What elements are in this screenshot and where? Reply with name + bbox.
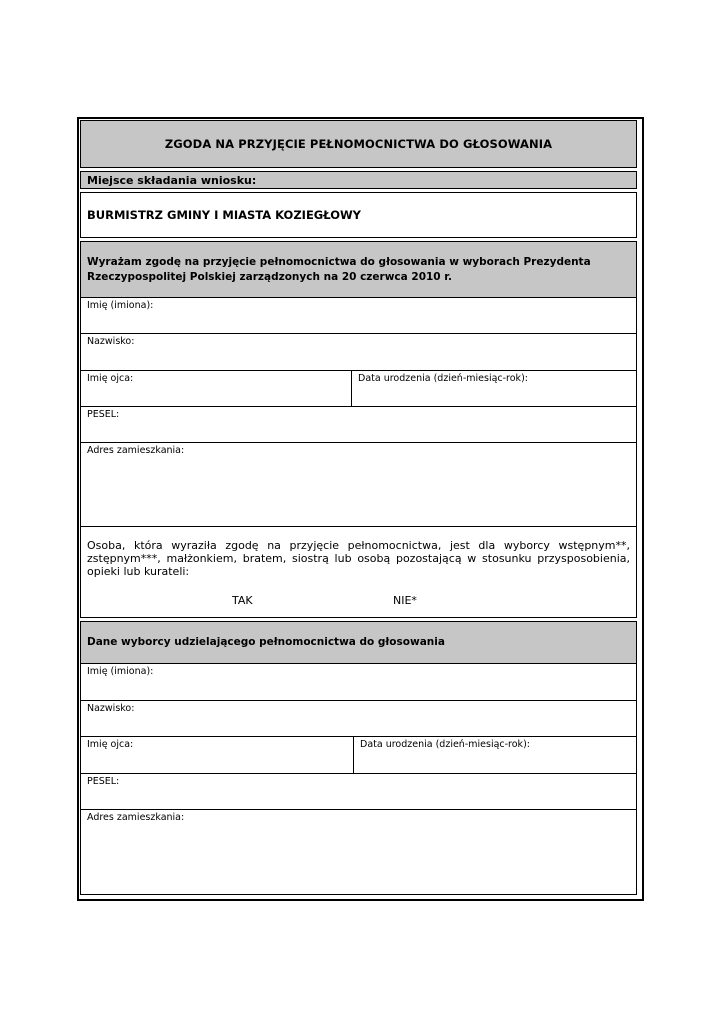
voter-address-field[interactable] bbox=[81, 810, 636, 893]
proxy-father-name-label: Imię ojca: bbox=[87, 373, 134, 384]
voter-pesel-label: PESEL: bbox=[87, 776, 120, 787]
proxy-pesel-label: PESEL: bbox=[87, 409, 120, 420]
proxy-father-birth-row bbox=[81, 371, 636, 407]
voter-birth-date-label: Data urodzenia (dzień-miesiąc-rok): bbox=[360, 739, 530, 750]
voter-heading bbox=[81, 622, 636, 664]
voter-first-name-label: Imię (imiona): bbox=[87, 666, 154, 677]
voter-father-name-label: Imię ojca: bbox=[87, 739, 134, 750]
voter-father-name-field[interactable] bbox=[81, 737, 352, 774]
voter-birth-date-field[interactable] bbox=[354, 737, 636, 774]
voter-heading-text: Dane wyborcy udzielającego pełnomocnictwa do głosowania bbox=[87, 636, 445, 648]
proxy-birth-date-field[interactable] bbox=[352, 371, 636, 407]
proxy-address-label: Adres zamieszkania: bbox=[87, 445, 185, 456]
form-title bbox=[80, 120, 637, 168]
voter-pesel-field[interactable] bbox=[81, 774, 636, 810]
voter-surname-field[interactable] bbox=[81, 701, 636, 737]
proxy-surname-field[interactable] bbox=[81, 334, 636, 371]
voter-address-label: Adres zamieszkania: bbox=[87, 812, 185, 823]
proxy-first-name-field[interactable] bbox=[81, 298, 636, 334]
proxy-pesel-field[interactable] bbox=[81, 407, 636, 443]
consent-heading bbox=[81, 242, 636, 298]
form-title-text: ZGODA NA PRZYJĘCIE PEŁNOMOCNICTWA DO GŁOSOWANIA bbox=[164, 137, 553, 151]
proxy-father-name-field[interactable] bbox=[81, 371, 350, 407]
office-name bbox=[80, 192, 637, 238]
submission-place-label-text: Miejsce składania wniosku: bbox=[87, 173, 257, 187]
office-name-text: BURMISTRZ GMINY I MIASTA KOZIEGŁOWY bbox=[87, 208, 362, 222]
voter-section bbox=[80, 621, 637, 895]
proxy-address-field[interactable] bbox=[81, 443, 636, 527]
consent-heading-text: Wyrażam zgodę na przyjęcie pełnomocnictwa do głosowania w wyborach Prezydenta Rzeczypospolitej Polskiej zarządzonych na 20 czerwca 2010 r. bbox=[87, 255, 591, 283]
option-no[interactable]: NIE* bbox=[393, 594, 417, 607]
proxy-birth-date-label: Data urodzenia (dzień-miesiąc-rok): bbox=[358, 373, 528, 384]
option-yes[interactable]: TAK bbox=[232, 594, 253, 607]
relation-statement: Osoba, która wyraziła zgodę na przyjęcie pełnomocnictwa, jest dla wyborcy wstępnym**, zstępnym***, małżonkiem, bratem, siostrą lub osobą pozostającą w stosunku przysposobienia, opieki lub kurateli: bbox=[87, 539, 630, 578]
voter-father-birth-row bbox=[81, 737, 636, 774]
voter-surname-label: Nazwisko: bbox=[87, 703, 135, 714]
proxy-first-name-label: Imię (imiona): bbox=[87, 300, 154, 311]
submission-place-label bbox=[80, 171, 637, 189]
proxy-surname-label: Nazwisko: bbox=[87, 336, 135, 347]
voter-first-name-field[interactable] bbox=[81, 664, 636, 701]
consent-section bbox=[80, 241, 637, 618]
